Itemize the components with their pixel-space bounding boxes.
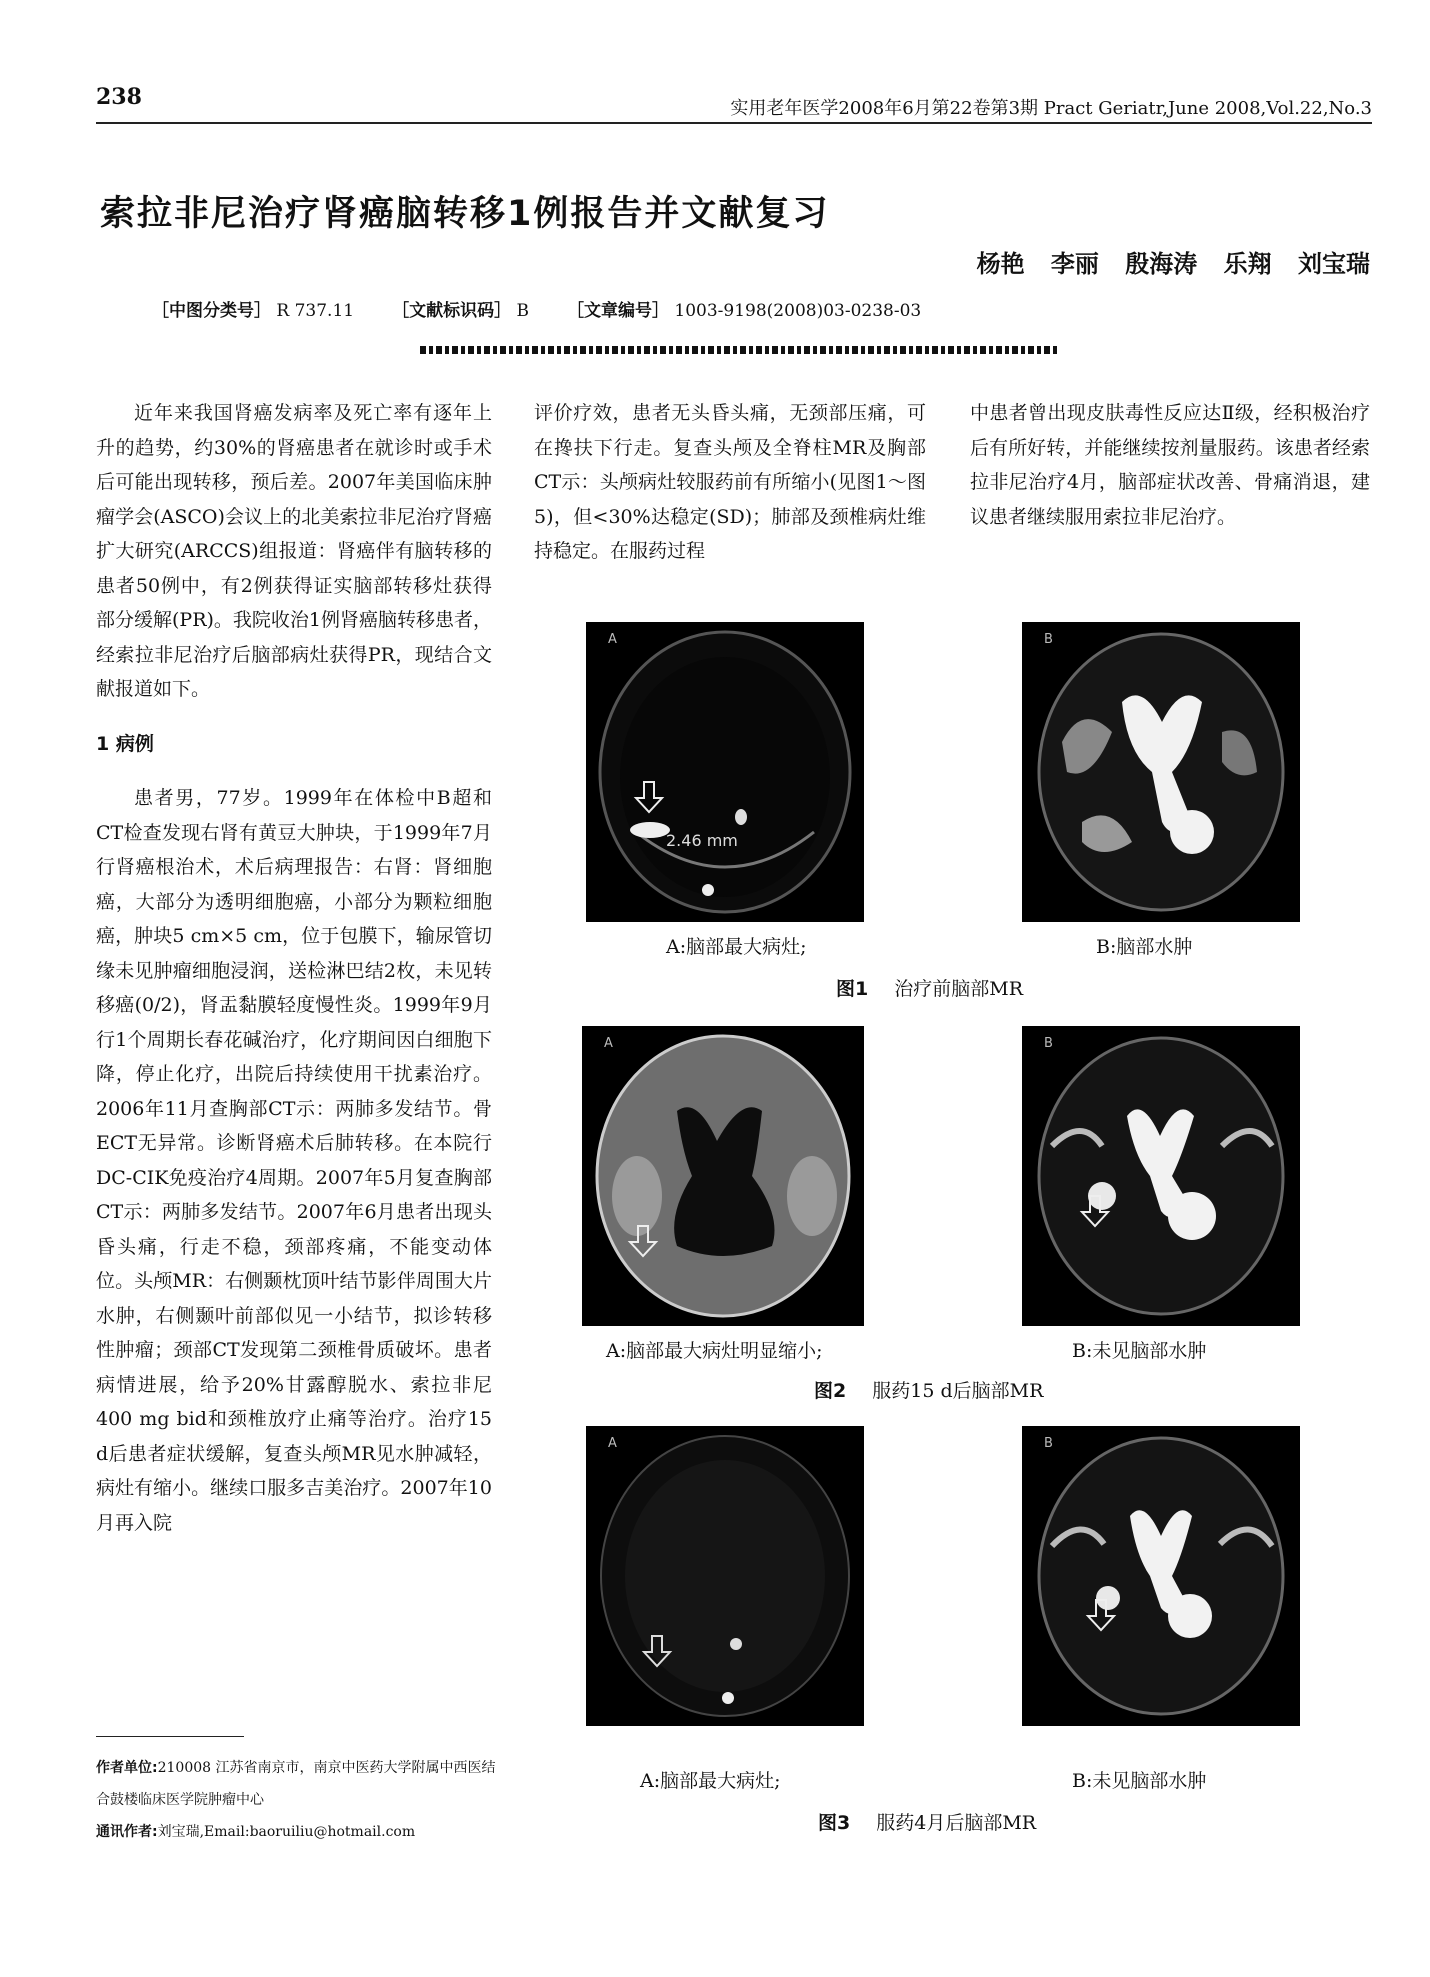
panel-letter: A	[608, 632, 617, 647]
text-column-3	[970, 396, 1370, 534]
case-paragraph: 患者男，77岁。1999年在体检中B超和CT检查发现右肾有黄豆大肿块，于1999年7月行肾癌根治术，术后病理报告：右肾：肾细胞癌，大部分为透明细胞癌，小部分为颗粒细胞癌，肿块5 cm×5 cm，位于包膜下，输尿管切缘未见肿瘤细胞浸润，送检淋巴结2枚，未见转移癌(0/2)，肾盂黏膜轻度慢性炎。1999年9月行1个周期长春花碱治疗，化疗期间因白细胞下降，停止化疗，出院后持续使用干扰素治疗。2006年11月查胸部CT示：两肺多发结节。骨ECT无异常。诊断肾癌术后肺转移。在本院行DC-CIK免疫治疗4周期。2007年5月复查胸部CT示：两肺多发结节。2007年6月患者出现头昏头痛，行走不稳，颈部疼痛，不能变动体位。头颅MR：右侧颞枕顶叶结节影伴周围大片水肿，右侧颞叶前部似见一小结节，拟诊转移性肿瘤；颈部CT发现第二颈椎骨质破坏。患者病情进展，给予20%甘露醇脱水、索拉非尼400 mg bid和颈椎放疗止痛等治疗。治疗15 d后患者症状缓解，复查头颅MR见水肿减轻，病灶有缩小。继续口服多吉美治疗。2007年10月再入院	[96, 787, 492, 1534]
figure-3b-mr-image	[1022, 1426, 1300, 1726]
panel-letter: B	[1044, 1036, 1053, 1051]
text-column-1	[96, 396, 492, 1540]
figure-2b-mr-image	[1022, 1026, 1300, 1326]
page-number: 238	[96, 84, 142, 110]
figure-1a-mr-image	[586, 622, 864, 922]
text-column-2	[534, 396, 926, 569]
article-authors: 杨艳 李丽 殷海涛 乐翔 刘宝瑞	[976, 250, 1370, 278]
article-meta	[152, 296, 921, 321]
figure-1-caption: 图1 治疗前脑部MR	[836, 978, 1023, 1000]
figure-1b-mr-image	[1022, 622, 1300, 922]
figure-3-caption: 图3 服药4月后脑部MR	[818, 1812, 1037, 1834]
meta-doc-code: ［文献标识码］ B	[392, 301, 529, 321]
panel-letter: B	[1044, 632, 1053, 647]
figure-1b-caption: B:脑部水肿	[1096, 936, 1193, 958]
figure-1a-caption: A:脑部最大病灶;	[666, 936, 807, 958]
decorative-divider	[420, 346, 1060, 354]
figure-2a-mr-image	[582, 1026, 864, 1326]
intro-paragraph: 近年来我国肾癌发病率及死亡率有逐年上升的趋势，约30%的肾癌患者在就诊时或手术后可能出现转移，预后差。2007年美国临床肿瘤学会(ASCO)会议上的北美索拉非尼治疗肾癌扩大研究(ARCCS)组报道：肾癌伴有脑转移的患者50例中，有2例获得证实脑部转移灶获得部分缓解(PR)。我院收治1例肾癌脑转移患者，经索拉非尼治疗后脑部病灶获得PR，现结合文献报道如下。	[96, 402, 493, 700]
column-3-paragraph: 中患者曾出现皮肤毒性反应达Ⅱ级，经积极治疗后有所好转，并能继续按剂量服药。该患者经索拉非尼治疗4月，脑部症状改善、骨痛消退，建议患者继续服用索拉非尼治疗。	[970, 402, 1370, 528]
footnote	[96, 1752, 496, 1848]
figure-2-caption: 图2 服药15 d后脑部MR	[814, 1380, 1044, 1402]
panel-letter: A	[604, 1036, 613, 1051]
running-head: 实用老年医学2008年6月第22卷第3期 Pract Geriatr,June 2008,Vol.22,No.3	[730, 98, 1372, 119]
meta-classification: ［中图分类号］ R 737.11	[152, 301, 355, 321]
panel-letter: B	[1044, 1436, 1053, 1451]
section-heading: 1 病例	[96, 732, 154, 755]
figure-2a-caption: A:脑部最大病灶明显缩小;	[606, 1340, 823, 1362]
panel-letter: A	[608, 1436, 617, 1451]
affiliation: 作者单位:210008 江苏省南京市，南京中医药大学附属中西医结合鼓楼临床医学院肿瘤中心	[96, 1760, 496, 1808]
figure-3a-mr-image	[586, 1426, 864, 1726]
figure-3a-caption: A:脑部最大病灶;	[640, 1770, 781, 1792]
measure-label: 2.46 mm	[666, 831, 738, 850]
article-title: 索拉非尼治疗肾癌脑转移1例报告并文献复习	[100, 194, 830, 234]
corresponding-author: 通讯作者:刘宝瑞,Email:baoruiliu@hotmail.com	[96, 1824, 416, 1840]
footnote-rule	[96, 1736, 244, 1737]
figure-2b-caption: B:未见脑部水肿	[1072, 1340, 1207, 1362]
figure-3b-caption: B:未见脑部水肿	[1072, 1770, 1207, 1792]
header-rule	[96, 122, 1372, 124]
meta-article-number: ［文章编号］ 1003-9198(2008)03-0238-03	[567, 301, 922, 321]
column-2-paragraph: 评价疗效，患者无头昏头痛，无颈部压痛，可在搀扶下行走。复查头颅及全脊柱MR及胸部CT示：头颅病灶较服药前有所缩小(见图1～图5)，但<30%达稳定(SD)；肺部及颈椎病灶维持稳定。在服药过程	[534, 402, 926, 562]
